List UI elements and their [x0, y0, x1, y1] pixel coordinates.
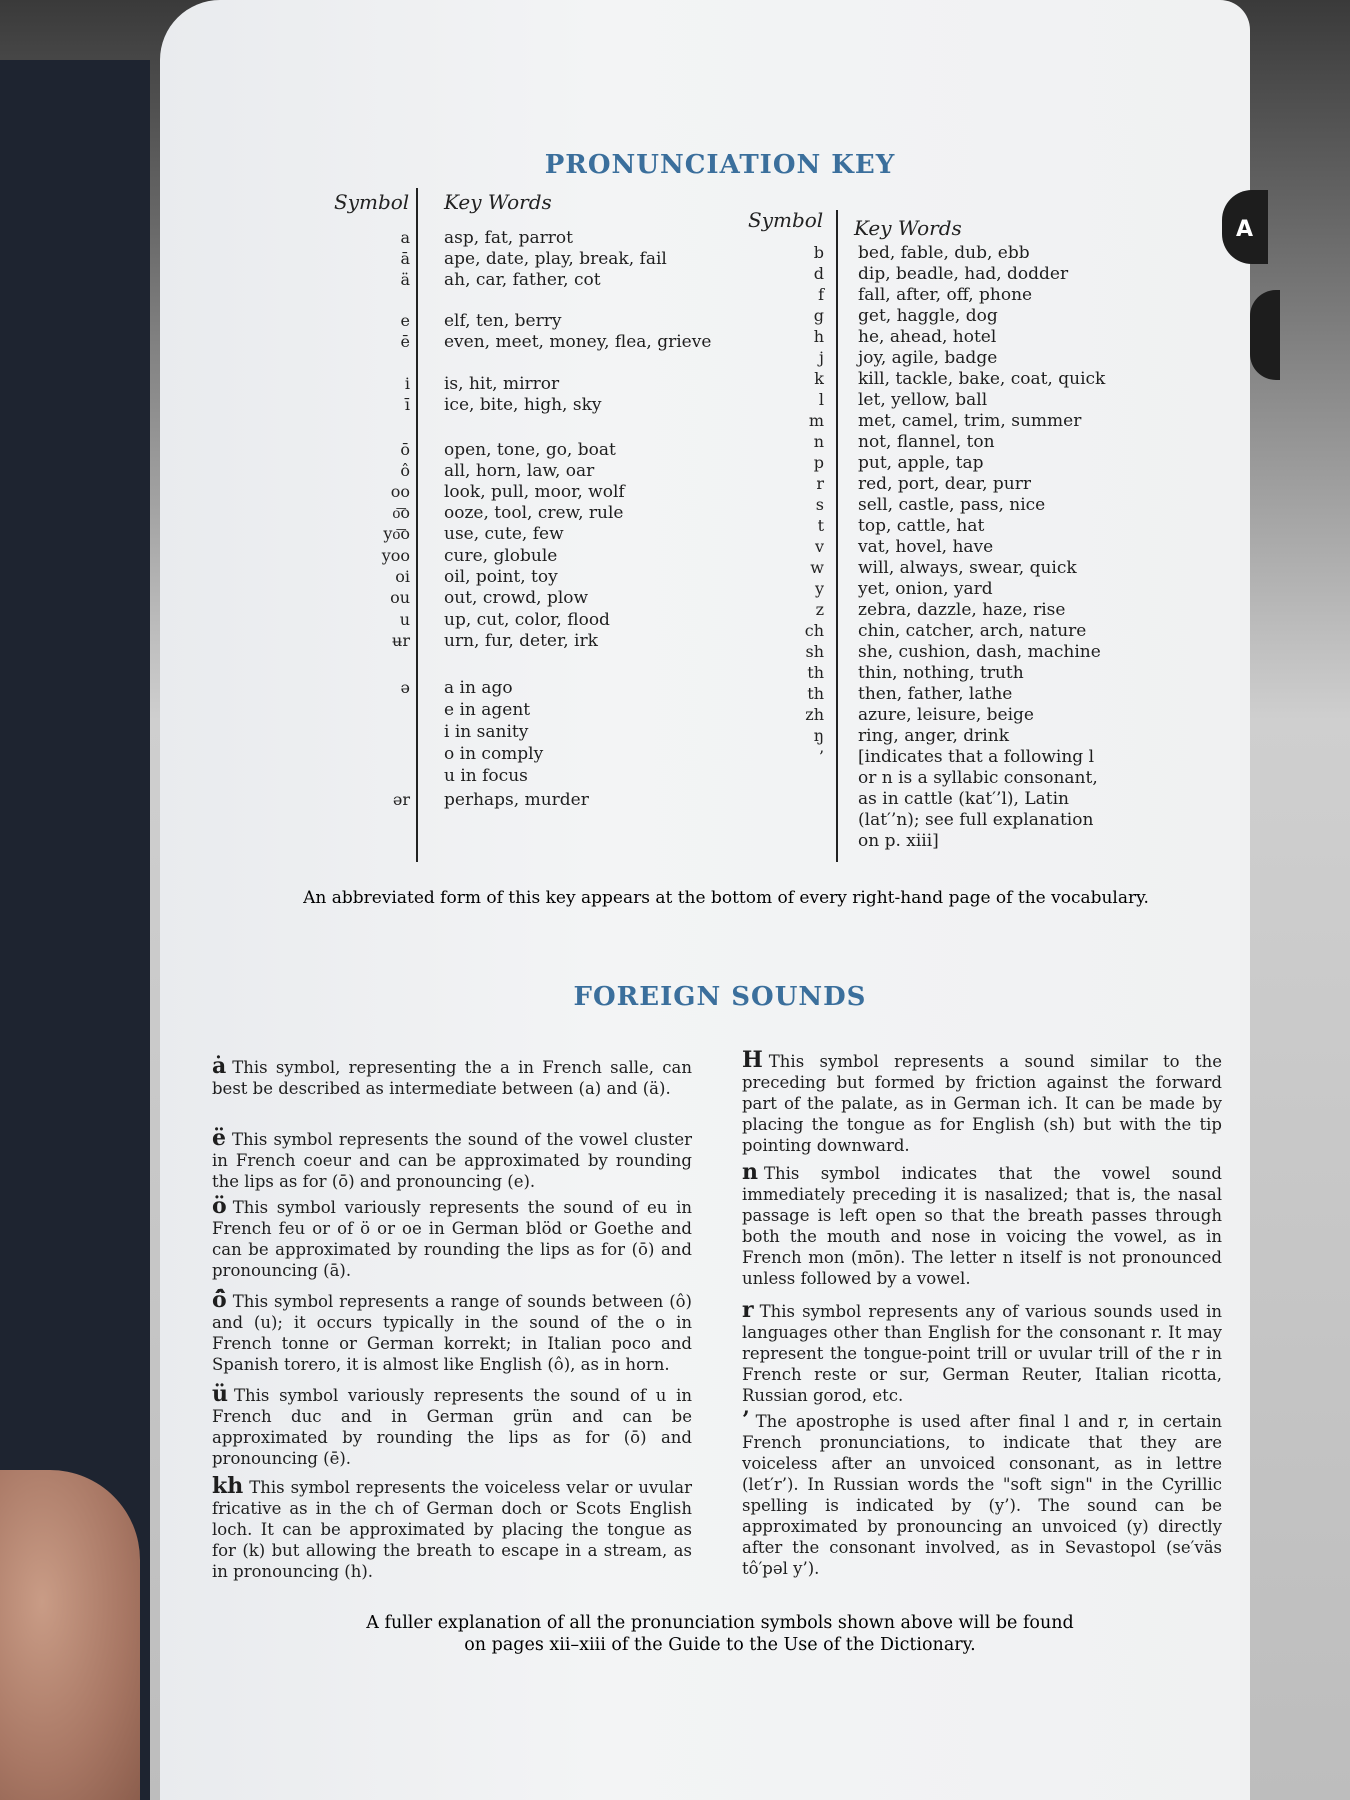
- key-symbol: a: [400, 228, 410, 247]
- key-symbol: sh: [805, 642, 824, 661]
- key-symbol: ô: [400, 461, 410, 480]
- right-symbol-header: Symbol: [748, 208, 824, 232]
- key-symbol: t: [817, 516, 824, 535]
- key-words: zebra, dazzle, haze, rise: [858, 600, 1066, 620]
- key-symbol: w: [810, 558, 824, 577]
- key-words: ooze, tool, crew, rule: [444, 503, 624, 523]
- key-symbol: ʉr: [392, 631, 410, 650]
- key-symbol: ē: [400, 332, 410, 351]
- foreign-sound-symbol: r: [742, 1297, 754, 1323]
- key-symbol: u: [399, 610, 410, 629]
- key-words: let, yellow, ball: [858, 390, 988, 410]
- key-words: ape, date, play, break, fail: [444, 249, 667, 269]
- key-symbol: ch: [804, 621, 824, 640]
- key-words: yet, onion, yard: [858, 579, 993, 599]
- key-symbol: v: [814, 537, 824, 556]
- foreign-sound-symbol: H: [742, 1047, 763, 1073]
- key-words: is, hit, mirror: [444, 374, 560, 394]
- key-words: (lat′’n); see full explanation: [858, 810, 1094, 830]
- key-words: joy, agile, badge: [858, 348, 998, 368]
- key-words: oil, point, toy: [444, 567, 558, 587]
- key-words: thin, nothing, truth: [858, 663, 1024, 683]
- foreign-sound-text: This symbol represents the sound of the vowel cluster in French coeur and can be approximated by rounding the lips as for (ō) and pronouncing (e).: [212, 1130, 692, 1191]
- key-symbol: ō: [400, 440, 410, 459]
- footer-line-2: on pages xii–xiii of the Guide to the Use of the Dictionary.: [464, 1635, 976, 1655]
- key-words: asp, fat, parrot: [444, 228, 573, 248]
- foreign-sound-symbol: ë: [212, 1125, 226, 1151]
- key-words: e in agent: [444, 700, 531, 720]
- key-words: even, meet, money, flea, grieve: [444, 332, 712, 352]
- key-symbol: ā: [400, 249, 410, 268]
- key-symbol: yo͞o: [383, 524, 410, 543]
- foreign-sound-symbol: n: [742, 1159, 758, 1185]
- key-words: sell, castle, pass, nice: [858, 495, 1046, 515]
- key-words: open, tone, go, boat: [444, 440, 616, 460]
- foreign-sound-entry: [742, 1159, 1222, 1289]
- key-words: dip, beadle, had, dodder: [858, 264, 1069, 284]
- key-symbol: ä: [400, 270, 410, 289]
- foreign-sound-text: This symbol represents the voiceless velar or uvular fricative as in the ch of German doch or Scots English loch. It can be approximated by placing the tongue as for (k) but allowing the breath to escape in a stream, as in pronouncing (h).: [212, 1478, 692, 1581]
- key-words: put, apple, tap: [858, 453, 984, 473]
- key-words: she, cushion, dash, machine: [858, 642, 1101, 662]
- key-words: will, always, swear, quick: [858, 558, 1077, 578]
- foreign-sound-entry: [212, 1287, 692, 1375]
- key-words: use, cute, few: [444, 524, 564, 544]
- left-symbol-header: Symbol: [334, 190, 410, 214]
- foreign-sound-text: This symbol represents any of various sounds used in languages other than English for the consonant r. It may represent the tongue-point trill or uvular trill of the r in French reste or sur, German Reuter, Italian ricotta, Russian gorod, etc.: [742, 1302, 1222, 1405]
- key-symbol: i: [404, 374, 410, 393]
- key-words: chin, catcher, arch, nature: [858, 621, 1087, 641]
- key-words: azure, leisure, beige: [858, 705, 1034, 725]
- key-words: vat, hovel, have: [858, 537, 994, 557]
- key-symbol: g: [813, 306, 824, 325]
- foreign-sound-entry: [742, 1407, 1222, 1579]
- key-words: bed, fable, dub, ebb: [858, 243, 1030, 263]
- foreign-sound-symbol: ȧ: [212, 1053, 227, 1079]
- thumb-index-letter: A: [1236, 217, 1254, 242]
- foreign-sound-symbol: kh: [212, 1473, 244, 1499]
- key-symbol: p: [813, 453, 824, 472]
- key-symbol: s: [815, 495, 824, 514]
- foreign-sound-text: The apostrophe is used after final l and r, in certain French pronunciations, to indicate that they are voiceless after an unvoiced consonant, as in lettre (let′r’). In Russian words the "soft sign" in the Cyrillic spelling is indicated by (y’). The sound can be approximated by pronouncing an unvoiced (y) directly after the consonant involved, as in Sevastopol (se′väs tô′pəl y’).: [742, 1412, 1222, 1578]
- right-keywords-header: Key Words: [854, 216, 962, 240]
- key-words: he, ahead, hotel: [858, 327, 997, 347]
- key-symbol: ə: [400, 678, 410, 697]
- key-words: all, horn, law, oar: [444, 461, 595, 481]
- foreign-sound-text: This symbol, representing the a in French salle, can best be described as intermediate between (a) and (ä).: [212, 1058, 692, 1098]
- foreign-sound-text: This symbol indicates that the vowel sound immediately preceding it is nasalized; that is, the nasal passage is left open so that the breath passes through both the mouth and nose in voicing the vowel, as in French mon (mōn). The letter n itself is not pronounced unless followed by a vowel.: [742, 1164, 1222, 1288]
- key-words: i in sanity: [444, 722, 529, 742]
- key-symbol: o͞o: [392, 503, 410, 522]
- key-symbol: ŋ: [813, 726, 824, 745]
- key-words: [indicates that a following l: [858, 747, 1094, 767]
- key-symbol: yoo: [381, 546, 410, 565]
- left-keywords-header: Key Words: [444, 190, 552, 214]
- key-words: as in cattle (kat′’l), Latin: [858, 789, 1069, 809]
- key-symbol: zh: [805, 705, 824, 724]
- foreign-sound-text: This symbol represents a sound similar to the preceding but formed by friction against the forward part of the palate, as in German ich. It can be made by placing the tongue as for English (sh) but with the tip pointing downward.: [742, 1052, 1222, 1155]
- key-words: then, father, lathe: [858, 684, 1013, 704]
- footer-note: [350, 1612, 1090, 1656]
- key-words: cure, globule: [444, 546, 558, 566]
- key-words: not, flannel, ton: [858, 432, 995, 452]
- key-symbol: r: [816, 474, 824, 493]
- key-words: fall, after, off, phone: [858, 285, 1033, 305]
- key-symbol: h: [813, 327, 824, 346]
- key-symbol: oi: [395, 567, 410, 586]
- key-symbol: oo: [390, 482, 410, 501]
- foreign-sound-text: This symbol variously represents the sound of u in French duc and in German grün and can be approximated by rounding the lips as for (ō) and pronouncing (ē).: [212, 1386, 692, 1468]
- key-words: on p. xiii]: [858, 831, 939, 851]
- key-symbol: ou: [390, 588, 410, 607]
- key-words: ice, bite, high, sky: [444, 395, 602, 415]
- key-words: met, camel, trim, summer: [858, 411, 1082, 431]
- key-words: up, cut, color, flood: [444, 610, 610, 630]
- key-symbol: l: [818, 390, 824, 409]
- key-symbol: th: [807, 684, 824, 703]
- key-symbol: k: [814, 369, 824, 388]
- key-words: u in focus: [444, 766, 528, 786]
- foreign-sound-entry: [212, 1473, 692, 1582]
- left-column-divider: [416, 188, 418, 862]
- key-words: get, haggle, dog: [858, 306, 998, 326]
- foreign-sound-symbol: ö: [212, 1193, 227, 1219]
- key-words: elf, ten, berry: [444, 311, 562, 331]
- key-words: look, pull, moor, wolf: [444, 482, 625, 502]
- foreign-sound-text: This symbol represents a range of sounds between (ô) and (u); it occurs typically in the sound of the o in French tonne or German korrekt; in Italian poco and Spanish torero, it is almost like English (ô), as in horn.: [212, 1292, 692, 1374]
- thumb-index-tab-next[interactable]: [1250, 290, 1280, 380]
- key-symbol: m: [808, 411, 824, 430]
- key-words: or n is a syllabic consonant,: [858, 768, 1098, 788]
- right-column-divider: [836, 210, 838, 862]
- pronunciation-key-title: PRONUNCIATION KEY: [544, 150, 896, 180]
- key-symbol: y: [814, 579, 824, 598]
- key-symbol: j: [819, 348, 824, 367]
- key-words: ring, anger, drink: [858, 726, 1009, 746]
- foreign-sound-symbol: ü: [212, 1381, 228, 1407]
- key-symbol: z: [815, 600, 824, 619]
- key-symbol: ’: [818, 747, 824, 766]
- foreign-sound-text: This symbol variously represents the sound of eu in French feu or of ö or oe in German blöd or Goethe and can be approximated by rounding the lips as for (ō) and pronouncing (ā).: [212, 1198, 692, 1280]
- key-symbol: b: [813, 243, 824, 262]
- key-words: a in ago: [444, 678, 513, 698]
- key-symbol: f: [818, 285, 824, 304]
- foreign-sounds-title: FOREIGN SOUNDS: [573, 982, 867, 1012]
- key-symbol: e: [400, 311, 410, 330]
- key-words: red, port, dear, purr: [858, 474, 1031, 494]
- key-words: kill, tackle, bake, coat, quick: [858, 369, 1106, 389]
- key-words: urn, fur, deter, irk: [444, 631, 598, 651]
- key-words: top, cattle, hat: [858, 516, 985, 536]
- key-words: ah, car, father, cot: [444, 270, 601, 290]
- foreign-sound-entry: [212, 1053, 692, 1099]
- foreign-sound-symbol: ’: [742, 1407, 750, 1433]
- key-words: o in comply: [444, 744, 544, 764]
- key-symbol: d: [813, 264, 824, 283]
- key-words: perhaps, murder: [444, 790, 589, 810]
- foreign-sound-symbol: ô̂: [212, 1287, 227, 1313]
- thumb: [0, 1470, 140, 1800]
- key-words: out, crowd, plow: [444, 588, 589, 608]
- key-symbol: n: [813, 432, 824, 451]
- foreign-sound-entry: [212, 1381, 692, 1469]
- key-symbol: ər: [392, 790, 410, 809]
- key-symbol: th: [807, 663, 824, 682]
- foreign-sound-entry: [742, 1297, 1222, 1406]
- foreign-sound-entry: [742, 1047, 1222, 1156]
- foreign-sound-entry: [212, 1125, 692, 1192]
- key-symbol: ī: [404, 395, 410, 414]
- abbreviated-key-note: An abbreviated form of this key appears at the bottom of every right-hand page of the vocabulary.: [303, 888, 1149, 908]
- foreign-sound-entry: [212, 1193, 692, 1281]
- footer-line-1: A fuller explanation of all the pronunciation symbols shown above will be found: [366, 1613, 1074, 1633]
